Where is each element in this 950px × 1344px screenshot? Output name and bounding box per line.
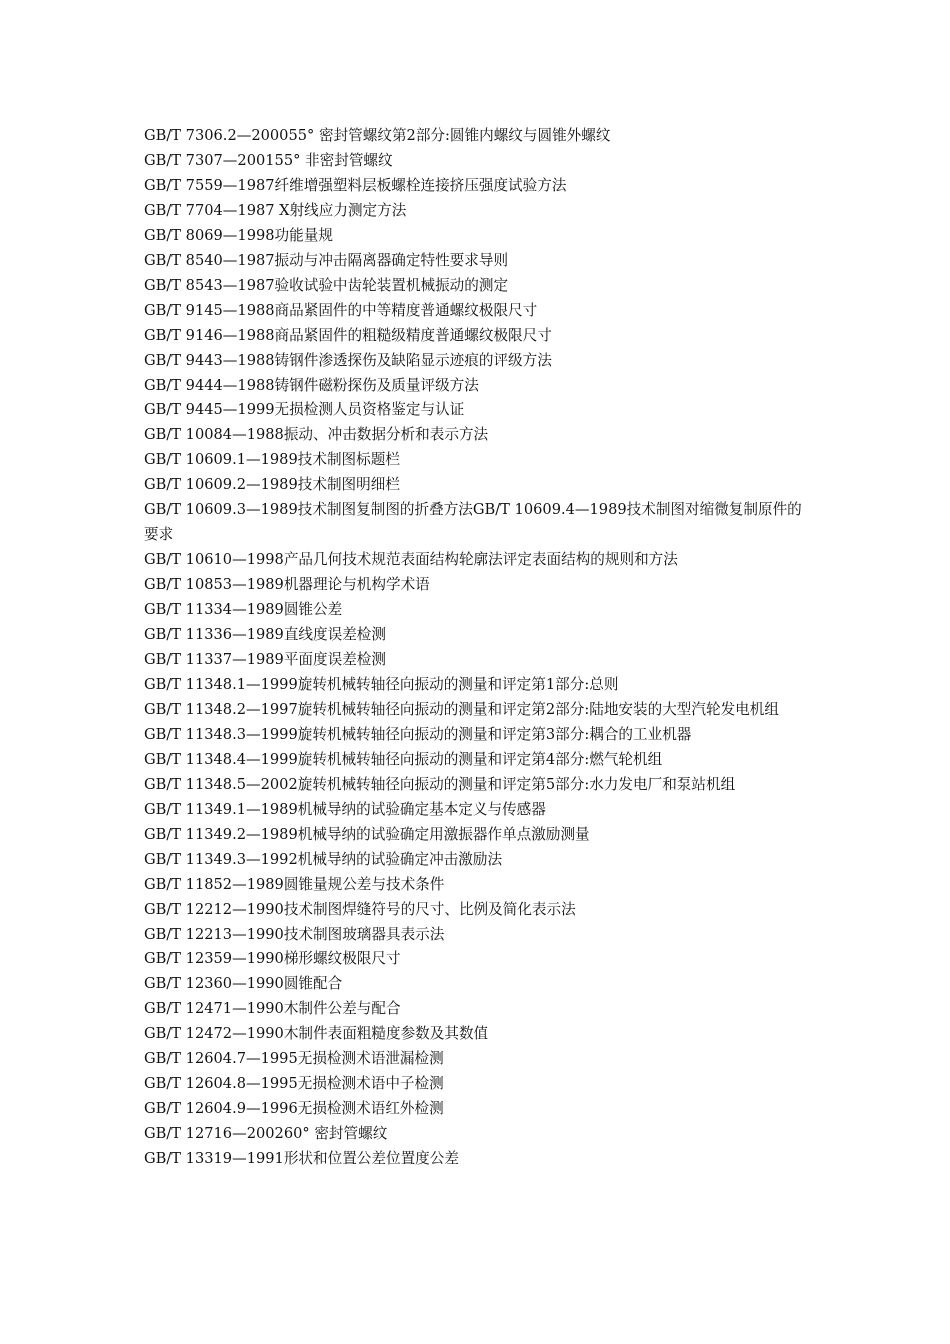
list-item: GB/T 10853—1989机器理论与机构学术语 [144,576,430,594]
list-item: GB/T 11334—1989圆锥公差 [144,601,343,619]
list-item: GB/T 8069—1998功能量规 [144,226,333,244]
list-item: GB/T 8540—1987振动与冲击隔离器确定特性要求导则 [144,251,509,269]
list-item: GB/T 12472—1990木制件表面粗糙度参数及其数值 [144,1025,489,1043]
list-item: GB/T 12604.7—1995无损检测术语泄漏检测 [144,1050,444,1068]
list-item: GB/T 12360—1990圆锥配合 [144,975,343,993]
list-item: GB/T 9444—1988铸钢件磁粉探伤及质量评级方法 [144,376,479,394]
list-item: GB/T 10609.2—1989技术制图明细栏 [144,476,400,494]
list-item: GB/T 9443—1988铸钢件渗透探伤及缺陷显示迹痕的评级方法 [144,351,552,369]
list-item: GB/T 11349.1—1989机械导纳的试验确定基本定义与传感器 [144,800,546,818]
list-item: GB/T 10609.1—1989技术制图标题栏 [144,451,400,469]
list-item: GB/T 11337—1989平面度误差检测 [144,651,386,669]
list-item: GB/T 12716—200260° 密封管螺纹 [144,1125,388,1143]
list-item: GB/T 11348.4—1999旋转机械转轴径向振动的测量和评定第4部分:燃气轮机组 [144,750,663,768]
list-item: GB/T 11348.3—1999旋转机械转轴径向振动的测量和评定第3部分:耦合的工业机器 [144,725,692,743]
list-item: GB/T 12604.9—1996无损检测术语红外检测 [144,1100,444,1118]
list-item: GB/T 13319—1991形状和位置公差位置度公差 [144,1150,459,1168]
list-item: GB/T 7306.2—200055° 密封管螺纹第2部分:圆锥内螺纹与圆锥外螺纹 [144,127,611,144]
list-item: GB/T 11349.3—1992机械导纳的试验确定冲击激励法 [144,850,503,868]
list-item: GB/T 9145—1988商品紧固件的中等精度普通螺纹极限尺寸 [144,301,538,319]
list-item: GB/T 9445—1999无损检测人员资格鉴定与认证 [144,401,465,419]
list-item: GB/T 11348.5—2002旋转机械转轴径向振动的测量和评定第5部分:水力发电厂和泵站机组 [144,775,736,793]
list-item: GB/T 11348.2—1997旋转机械转轴径向振动的测量和评定第2部分:陆地安装的大型汽轮发电机组 [144,700,779,718]
list-item: GB/T 10610—1998产品几何技术规范表面结构轮廓法评定表面结构的规则和方法 [144,551,678,569]
list-item: GB/T 11348.1—1999旋转机械转轴径向振动的测量和评定第1部分:总则 [144,675,619,693]
list-item: GB/T 10609.3—1989技术制图复制图的折叠方法GB/T 10609.4—1989技术制图对缩微复制原件的要求 [144,501,802,544]
list-item: GB/T 11349.2—1989机械导纳的试验确定用激振器作单点激励测量 [144,825,590,843]
list-item: GB/T 12359—1990梯形螺纹极限尺寸 [144,950,401,968]
list-item: GB/T 10084—1988振动、冲击数据分析和表示方法 [144,426,489,444]
list-item: GB/T 11336—1989直线度误差检测 [144,626,386,644]
standards-list [144,124,812,1172]
list-item: GB/T 9146—1988商品紧固件的粗糙级精度普通螺纹极限尺寸 [144,326,552,344]
list-item: GB/T 11852—1989圆锥量规公差与技术条件 [144,875,445,893]
list-item: GB/T 12213—1990技术制图玻璃器具表示法 [144,925,445,943]
list-item: GB/T 8543—1987验收试验中齿轮装置机械振动的测定 [144,276,509,294]
list-item: GB/T 7559—1987纤维增强塑料层板螺栓连接挤压强度试验方法 [144,176,567,194]
list-item: GB/T 12471—1990木制件公差与配合 [144,1000,401,1018]
list-item: GB/T 7704—1987 X射线应力测定方法 [144,201,407,219]
list-item: GB/T 7307—200155° 非密封管螺纹 [144,151,393,169]
list-item: GB/T 12604.8—1995无损检测术语中子检测 [144,1075,444,1093]
list-item: GB/T 12212—1990技术制图焊缝符号的尺寸、比例及简化表示法 [144,900,576,918]
